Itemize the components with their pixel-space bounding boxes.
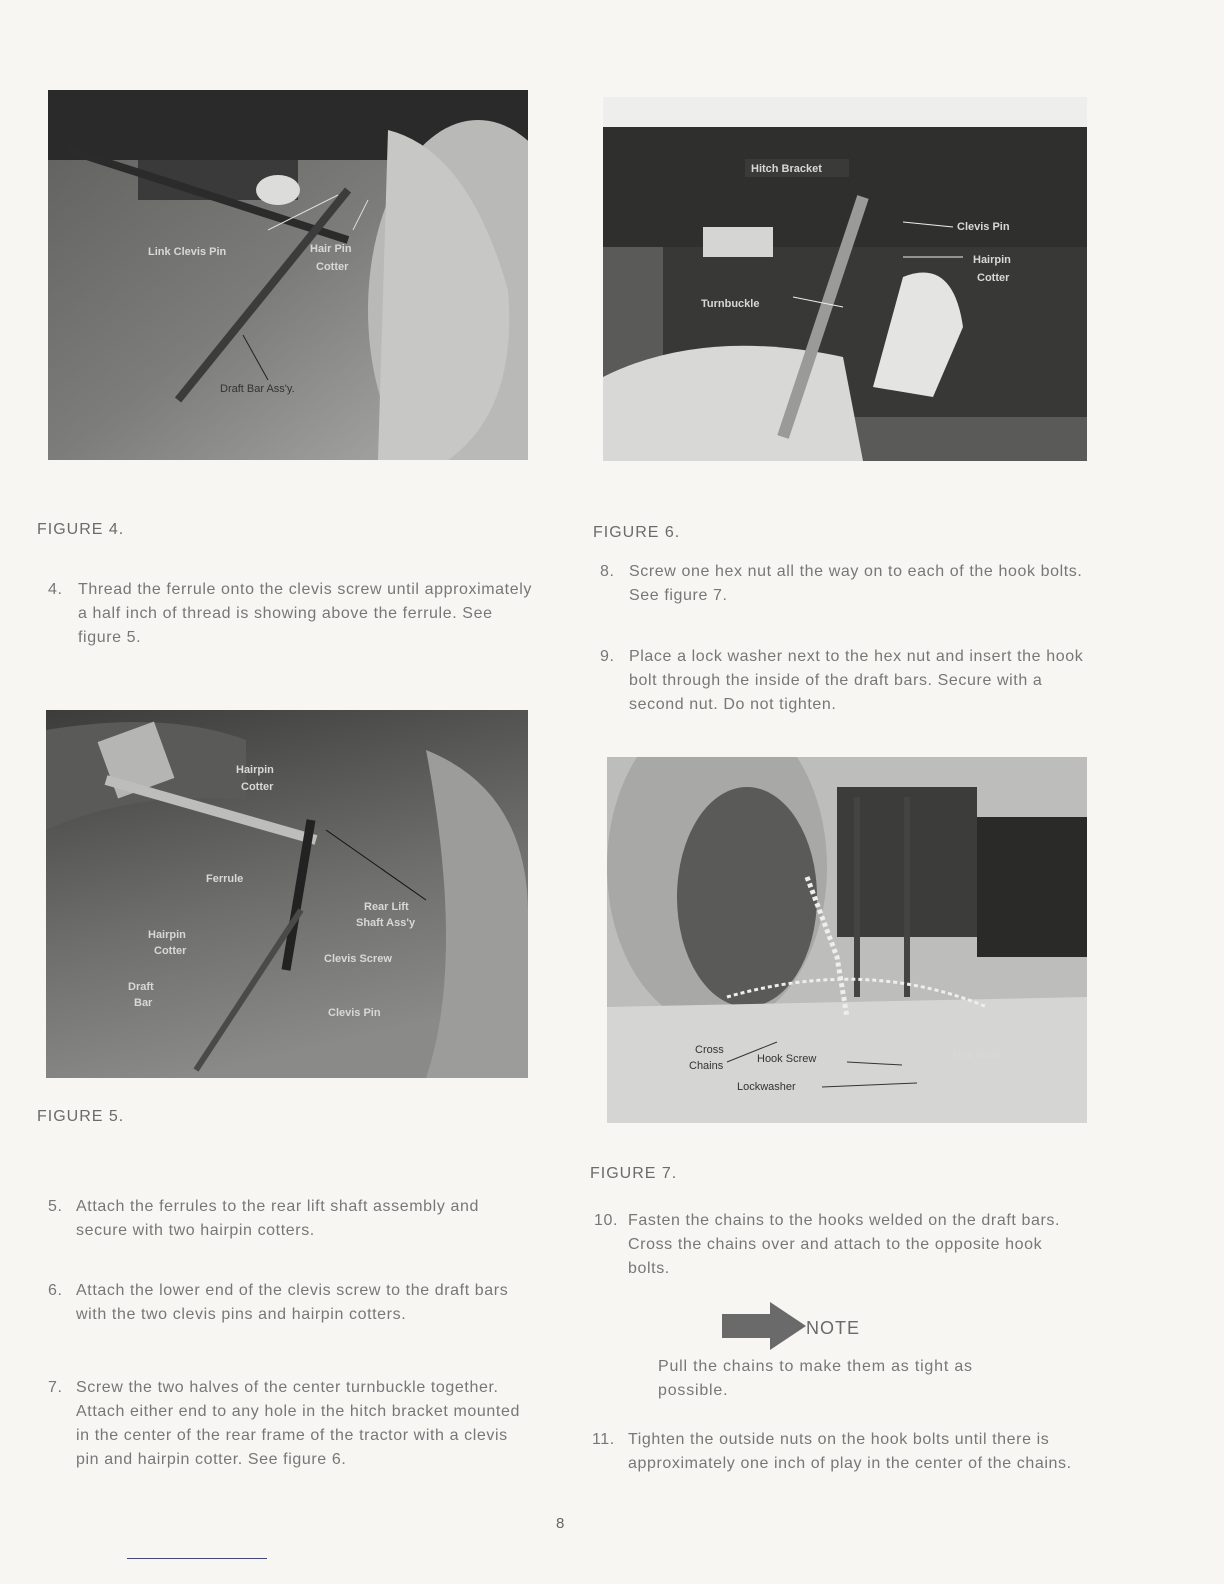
fig5-label-rear-lift: Rear Lift bbox=[364, 901, 409, 913]
step-text: Screw one hex nut all the way on to each of the hook bolts. See figure 7. bbox=[629, 563, 1083, 604]
step-number: 5. bbox=[48, 1198, 63, 1215]
fig4-label-draft-bar: Draft Bar Ass'y. bbox=[220, 383, 295, 395]
fig4-label-link-clevis-pin: Link Clevis Pin bbox=[148, 246, 227, 258]
figure-5-photo bbox=[46, 710, 528, 1078]
step-7 bbox=[48, 1376, 534, 1472]
note-text: Pull the chains to make them as tight as possible. bbox=[658, 1358, 973, 1399]
step-text: Thread the ferrule onto the clevis screw until approximately a half inch of thread is showing above the ferrule. See figure 5. bbox=[78, 581, 532, 646]
step-text: Attach the lower end of the clevis screw to the draft bars with the two clevis pins and hairpin cotters. bbox=[76, 1282, 509, 1323]
fig6-label-clevis-pin: Clevis Pin bbox=[957, 221, 1010, 233]
step-4 bbox=[48, 578, 534, 650]
note-box bbox=[722, 1300, 882, 1350]
step-5 bbox=[48, 1195, 534, 1243]
fig7-label-hook-screw: Hook Screw bbox=[757, 1053, 817, 1065]
fig5-label-hairpin-top: Hairpin bbox=[236, 764, 274, 776]
fig7-label-chains: Chains bbox=[689, 1060, 724, 1072]
step-number: 8. bbox=[600, 563, 615, 580]
step-9 bbox=[600, 645, 1086, 717]
fig6-label-cotter: Cotter bbox=[977, 272, 1010, 284]
fig5-label-shaft-assy: Shaft Ass'y bbox=[356, 917, 416, 929]
figure-5-caption: FIGURE 5. bbox=[37, 1108, 125, 1125]
footer-divider bbox=[127, 1558, 267, 1559]
fig5-label-hairpin-left: Hairpin bbox=[148, 929, 186, 941]
fig5-label-clevis-pin: Clevis Pin bbox=[328, 1007, 381, 1019]
fig7-label-cross: Cross bbox=[695, 1044, 724, 1056]
arrow-right-icon bbox=[722, 1300, 808, 1352]
figure-7-photo bbox=[607, 757, 1087, 1123]
fig5-label-cotter-left: Cotter bbox=[154, 945, 187, 957]
fig7-label-hex-nuts: Hex Nuts bbox=[953, 1049, 1001, 1061]
fig5-label-ferrule: Ferrule bbox=[206, 873, 244, 885]
step-text: Screw the two halves of the center turnbuckle together. Attach either end to any hole in the hitch bracket mounted in the center of the rear frame of the tractor with a clevis pin and hairpin cotter. See figure 6. bbox=[76, 1379, 520, 1468]
step-text: Attach the ferrules to the rear lift shaft assembly and secure with two hairpin cotters. bbox=[76, 1198, 479, 1239]
step-text: Place a lock washer next to the hex nut and insert the hook bolt through the inside of the draft bars. Secure with a second nut. Do not tighten. bbox=[629, 648, 1084, 713]
step-number: 9. bbox=[600, 648, 615, 665]
fig6-label-hitch-bracket: Hitch Bracket bbox=[751, 163, 822, 175]
step-number: 6. bbox=[48, 1282, 63, 1299]
step-6 bbox=[48, 1279, 534, 1327]
fig4-label-cotter: Cotter bbox=[316, 261, 349, 273]
fig6-label-hairpin: Hairpin bbox=[973, 254, 1011, 266]
fig6-label-turnbuckle: Turnbuckle bbox=[701, 298, 760, 310]
fig7-label-lockwasher: Lockwasher bbox=[737, 1081, 796, 1093]
step-number: 11. bbox=[592, 1431, 615, 1448]
fig5-label-clevis-screw: Clevis Screw bbox=[324, 953, 392, 965]
fig4-label-hair-pin: Hair Pin bbox=[310, 243, 352, 255]
fig5-label-cotter-top: Cotter bbox=[241, 781, 274, 793]
fig5-label-draft: Draft bbox=[128, 981, 154, 993]
figure-6-photo bbox=[603, 97, 1087, 461]
step-number: 7. bbox=[48, 1379, 63, 1396]
step-8 bbox=[600, 560, 1086, 608]
step-10 bbox=[594, 1209, 1086, 1281]
page-number: 8 bbox=[556, 1515, 565, 1532]
note-heading: NOTE bbox=[806, 1318, 861, 1338]
step-text: Tighten the outside nuts on the hook bolts until there is approximately one inch of play in the center of the chains. bbox=[628, 1431, 1072, 1472]
figure-4-photo bbox=[48, 90, 528, 460]
figure-6-caption: FIGURE 6. bbox=[593, 524, 681, 541]
fig5-label-bar: Bar bbox=[134, 997, 153, 1009]
figure-4-caption: FIGURE 4. bbox=[37, 521, 125, 538]
step-number: 10. bbox=[594, 1212, 619, 1229]
step-number: 4. bbox=[48, 581, 63, 598]
step-11 bbox=[592, 1428, 1086, 1476]
figure-7-caption: FIGURE 7. bbox=[590, 1165, 678, 1182]
step-text: Fasten the chains to the hooks welded on the draft bars. Cross the chains over and attach to the opposite hook bolts. bbox=[628, 1212, 1061, 1277]
